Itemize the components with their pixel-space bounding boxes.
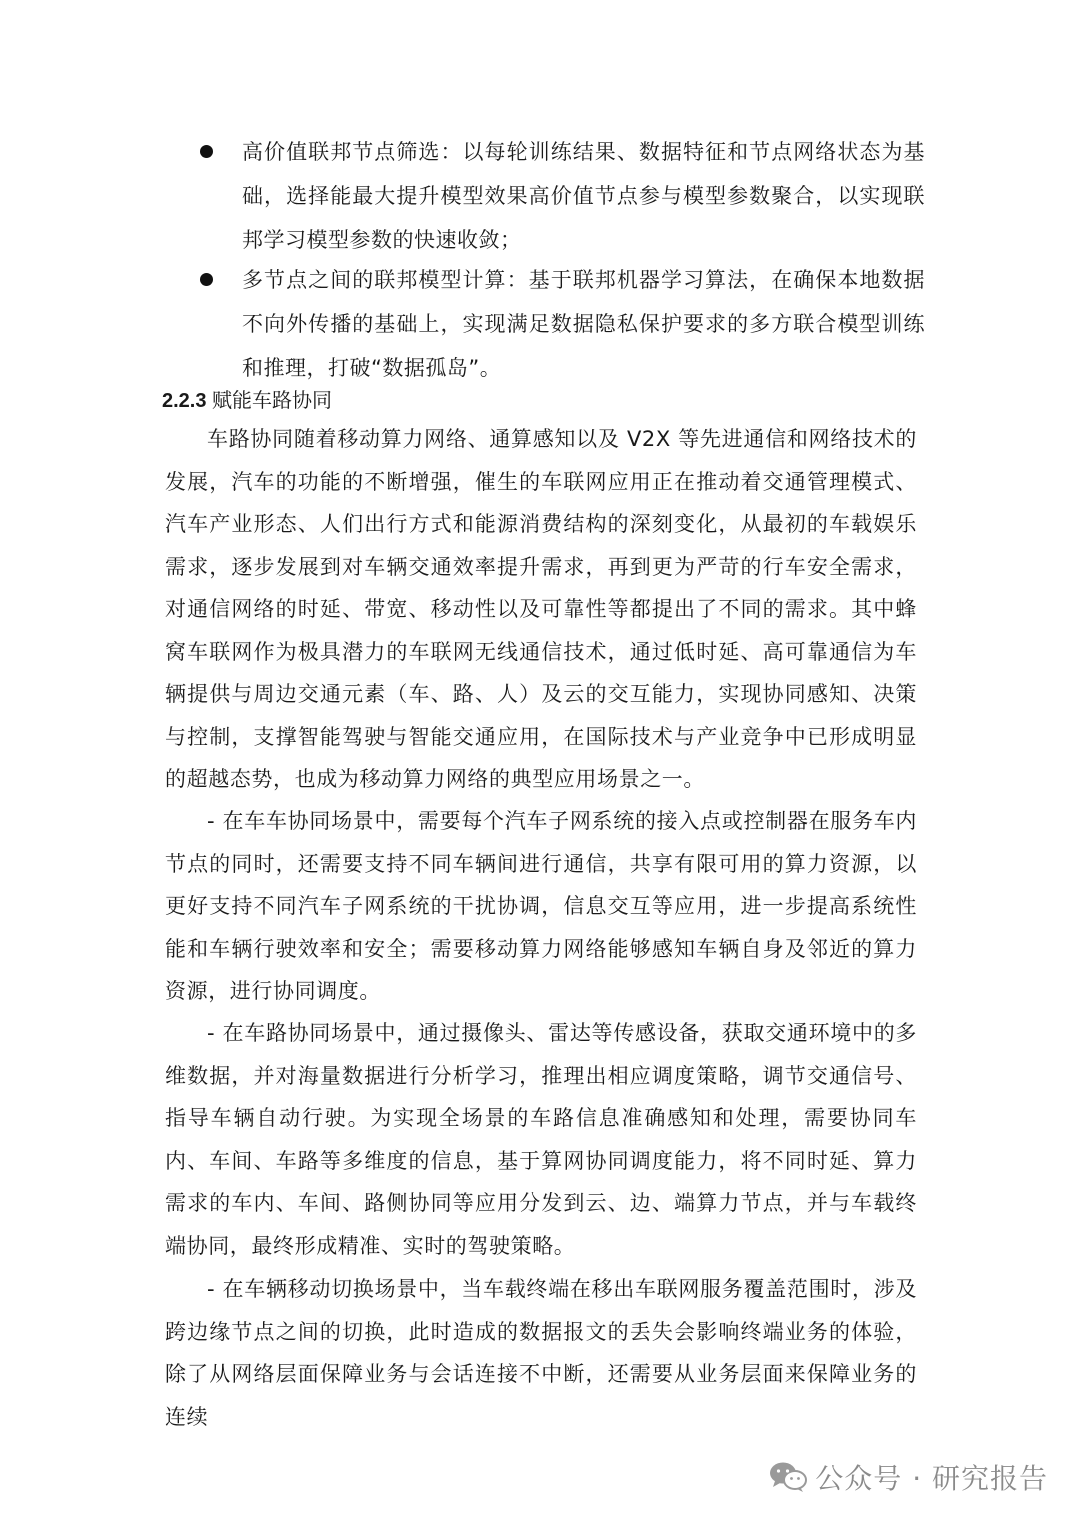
bullet-item (200, 258, 925, 390)
section-title: 赋能车路协同 (212, 390, 333, 412)
paragraph: 车路协同随着移动算力网络、通算感知以及 V2X 等先进通信和网络技术的发展，汽车的功能的不断增强，催生的车联网应用正在推动着交通管理模式、汽车产业形态、人们出行方式和能源消费结构的深刻变化，从最初的车载娱乐需求，逐步发展到对车辆交通效率提升需求，再到更为严苛的行车安全需求，对通信网络的时延、带宽、移动性以及可靠性等都提出了不同的需求。其中蜂窝车联网作为极具潜力的车联网无线通信技术，通过低时延、高可靠通信为车辆提供与周边交通元素（车、路、人）及云的交互能力，实现协同感知、决策与控制，支撑智能驾驶与智能交通应用，在国际技术与产业竞争中已形成明显的超越态势，也成为移动算力网络的典型应用场景之一。 (165, 427, 917, 791)
bullet-text: 高价值联邦节点筛选：以每轮训练结果、数据特征和节点网络状态为基础，选择能最大提升模型效果高价值节点参与模型参数聚合，以实现联邦学习模型参数的快速收敛； (242, 140, 925, 252)
section-heading (162, 385, 332, 417)
watermark-text: 公众号 · 研究报告 (815, 1462, 1048, 1495)
bullet-text: 多节点之间的联邦模型计算：基于联邦机器学习算法，在确保本地数据不向外传播的基础上，实现满足数据隐私保护要求的多方联合模型训练和推理，打破“数据孤岛”。 (242, 268, 925, 380)
paragraph: - 在车辆移动切换场景中，当车载终端在移出车联网服务覆盖范围时，涉及跨边缘节点之间的切换，此时造成的数据报文的丢失会影响终端业务的体验，除了从网络层面保障业务与会话连接不中断，还需要从业务层面来保障业务的连续 (165, 1277, 917, 1429)
bullet-dot (200, 273, 213, 286)
paragraph: - 在车车协同场景中，需要每个汽车子网系统的接入点或控制器在服务车内节点的同时，还需要支持不同车辆间进行通信，共享有限可用的算力资源，以更好支持不同汽车子网系统的干扰协调，信息交互等应用，进一步提高系统性能和车辆行驶效率和安全；需要移动算力网络能够感知车辆自身及邻近的算力资源，进行协同调度。 (165, 809, 917, 1003)
bullet-dot (200, 145, 213, 158)
wechat-icon (769, 1461, 807, 1493)
section-number: 2.2.3 (162, 390, 207, 412)
bullet-item (200, 130, 925, 262)
paragraph: - 在车路协同场景中，通过摄像头、雷达等传感设备，获取交通环境中的多维数据，并对海量数据进行分析学习，推理出相应调度策略，调节交通信号、指导车辆自动行驶。为实现全场景的车路信息准确感知和处理，需要协同车内、车间、车路等多维度的信息，基于算网协同调度能力，将不同时延、算力需求的车内、车间、路侧协同等应用分发到云、边、端算力节点，并与车载终端协同，最终形成精准、实时的驾驶策略。 (165, 1021, 917, 1258)
watermark (769, 1457, 1048, 1497)
